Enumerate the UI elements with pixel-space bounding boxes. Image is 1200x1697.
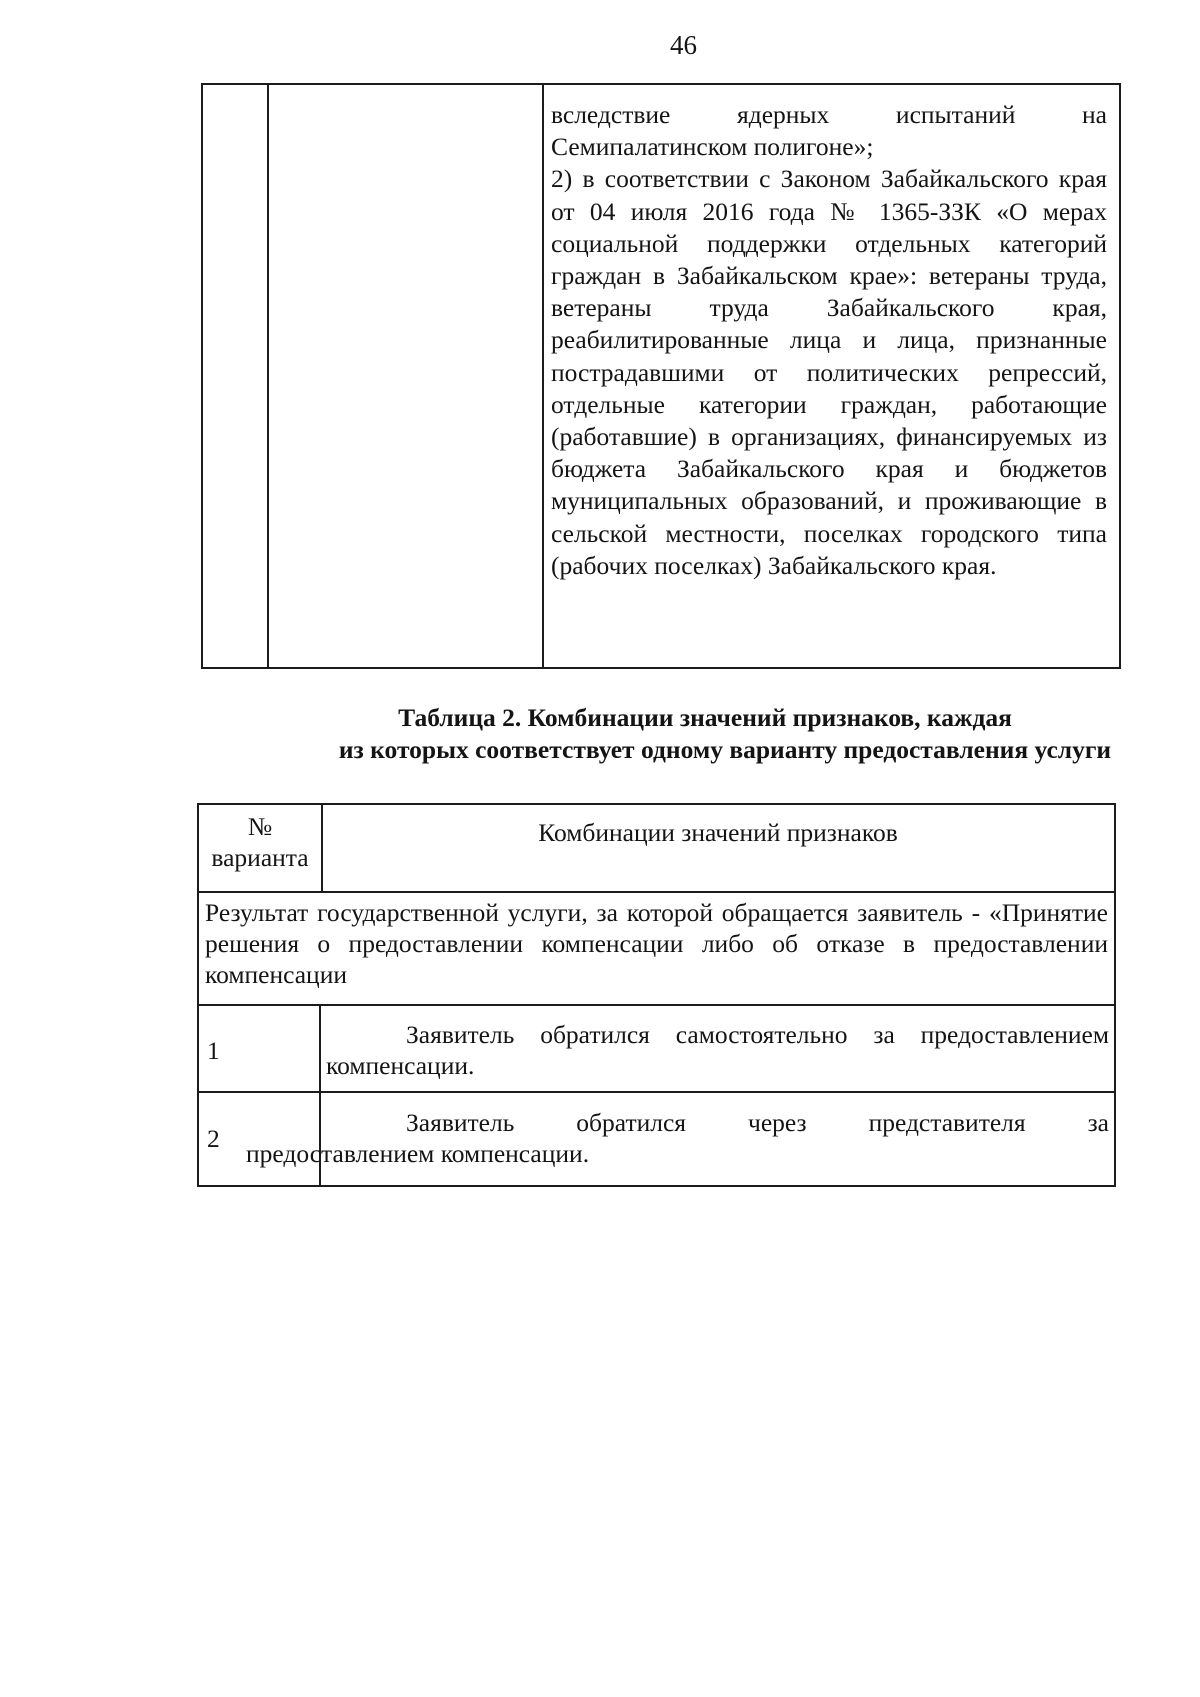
header-combinations: Комбинации значений признаков — [538, 818, 898, 847]
continuation-table — [201, 83, 1121, 669]
table-caption — [240, 702, 1140, 766]
variant-description: Заявитель обратился самостоятельно за предоставлением компенсации. — [326, 1020, 1109, 1080]
row-divider — [199, 891, 1114, 893]
continuation-paragraph: 2) в соответствии с Законом Забайкальского края от 04 июля 2016 года № 1365-ЗЗК «О мерах социальной поддержки отдельных категорий граждан в Забайкальском крае»: ветераны труда, ветераны труда Забайкальского края, реабилитированные лица и лица, признанные пострадавшими от политических репрессий, отдельные категории граждан, работающие (работавшие) в организациях, финансируемых из бюджета Забайкальского края и бюджетов муниципальных образований, и проживающие в сельской местности, поселках городского типа (рабочих поселках) Забайкальского края. — [551, 164, 1107, 580]
table-caption-line: из которых соответствует одному варианту предоставления услуги — [338, 735, 1112, 764]
result-row: Результат государственной услуги, за которой обращается заявитель - «Принятие решения о предоставлении компенсации либо об отказе в предоставлении компенсации — [205, 898, 1108, 989]
header-variant-number — [199, 811, 321, 873]
row-divider — [199, 1091, 1114, 1093]
column-divider — [542, 85, 544, 667]
row-divider — [199, 1004, 1114, 1006]
variant-number: 1 — [207, 1036, 220, 1065]
continuation-paragraph: вследствие ядерных испытаний на Семипалатинском полигоне»; — [551, 100, 1107, 162]
header-variant-label: варианта — [211, 843, 309, 872]
continuation-cell-text — [551, 99, 1107, 582]
column-divider — [267, 85, 269, 667]
variant-description-line: Заявитель обратился через представителя за — [406, 1108, 1109, 1137]
variants-table — [197, 803, 1116, 1187]
page-number: 46 — [670, 30, 697, 60]
variant-description-line: предоставлением компенсации. — [246, 1139, 590, 1168]
variant-number: 2 — [207, 1124, 220, 1153]
table-caption-line: Таблица 2. Комбинации значений признаков, каждая — [398, 703, 1012, 732]
header-number-sign: № — [247, 812, 273, 841]
variant-description — [246, 1107, 1109, 1169]
